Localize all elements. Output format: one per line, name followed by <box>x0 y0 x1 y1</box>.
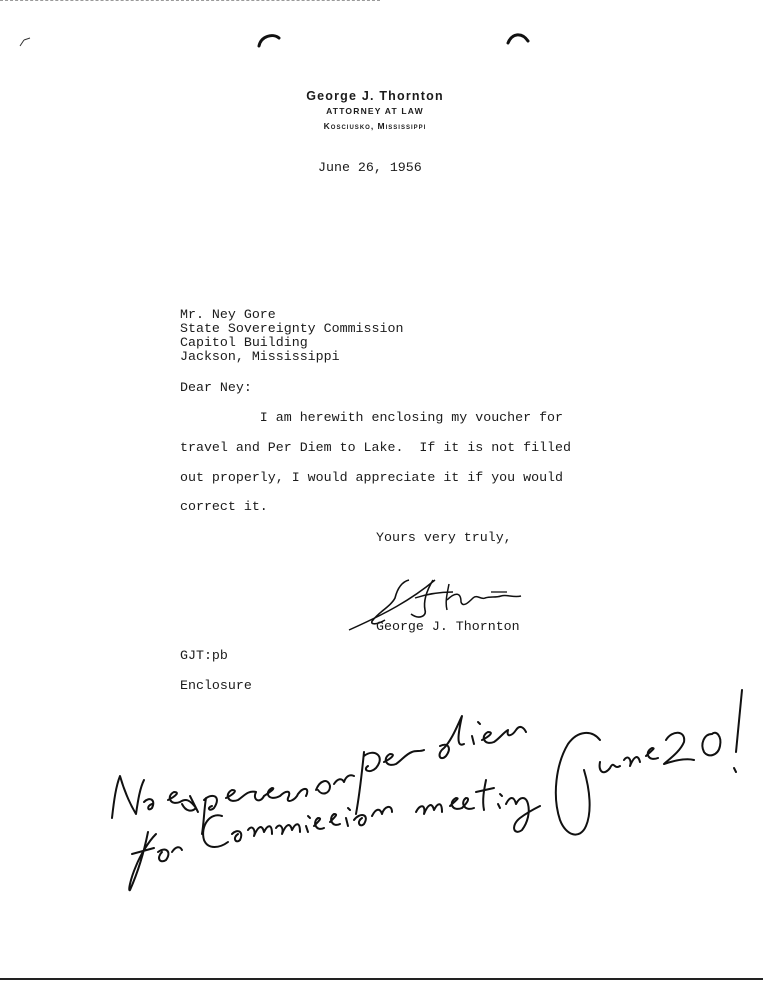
recipient-line: Mr. Ney Gore <box>180 307 276 322</box>
body-line: correct it. <box>180 499 268 514</box>
letter-date: June 26, 1956 <box>318 160 422 175</box>
letterhead-location: Kosciusko, Mississippi <box>323 121 427 131</box>
typed-signature-name: George J. Thornton <box>376 619 520 634</box>
body-line: I am herewith enclosing my voucher for <box>180 410 564 425</box>
recipient-line: Capitol Building <box>180 335 308 350</box>
salutation: Dear Ney: <box>180 380 252 395</box>
typist-initials: GJT:pb <box>180 648 228 663</box>
bottom-edge-line <box>0 978 763 980</box>
recipient-line: State Sovereignty Commission <box>180 321 404 336</box>
recipient-line: Jackson, Mississippi <box>180 349 340 364</box>
letterhead-name: George J. Thornton <box>306 89 444 103</box>
body-line: out properly, I would appreciate it if you would <box>180 470 564 485</box>
letterhead-title: ATTORNEY AT LAW <box>326 106 424 116</box>
closing: Yours very truly, <box>376 530 512 545</box>
body-line: travel and Per Diem to Lake. If it is not filled <box>180 440 571 455</box>
enclosure-note: Enclosure <box>180 678 252 693</box>
